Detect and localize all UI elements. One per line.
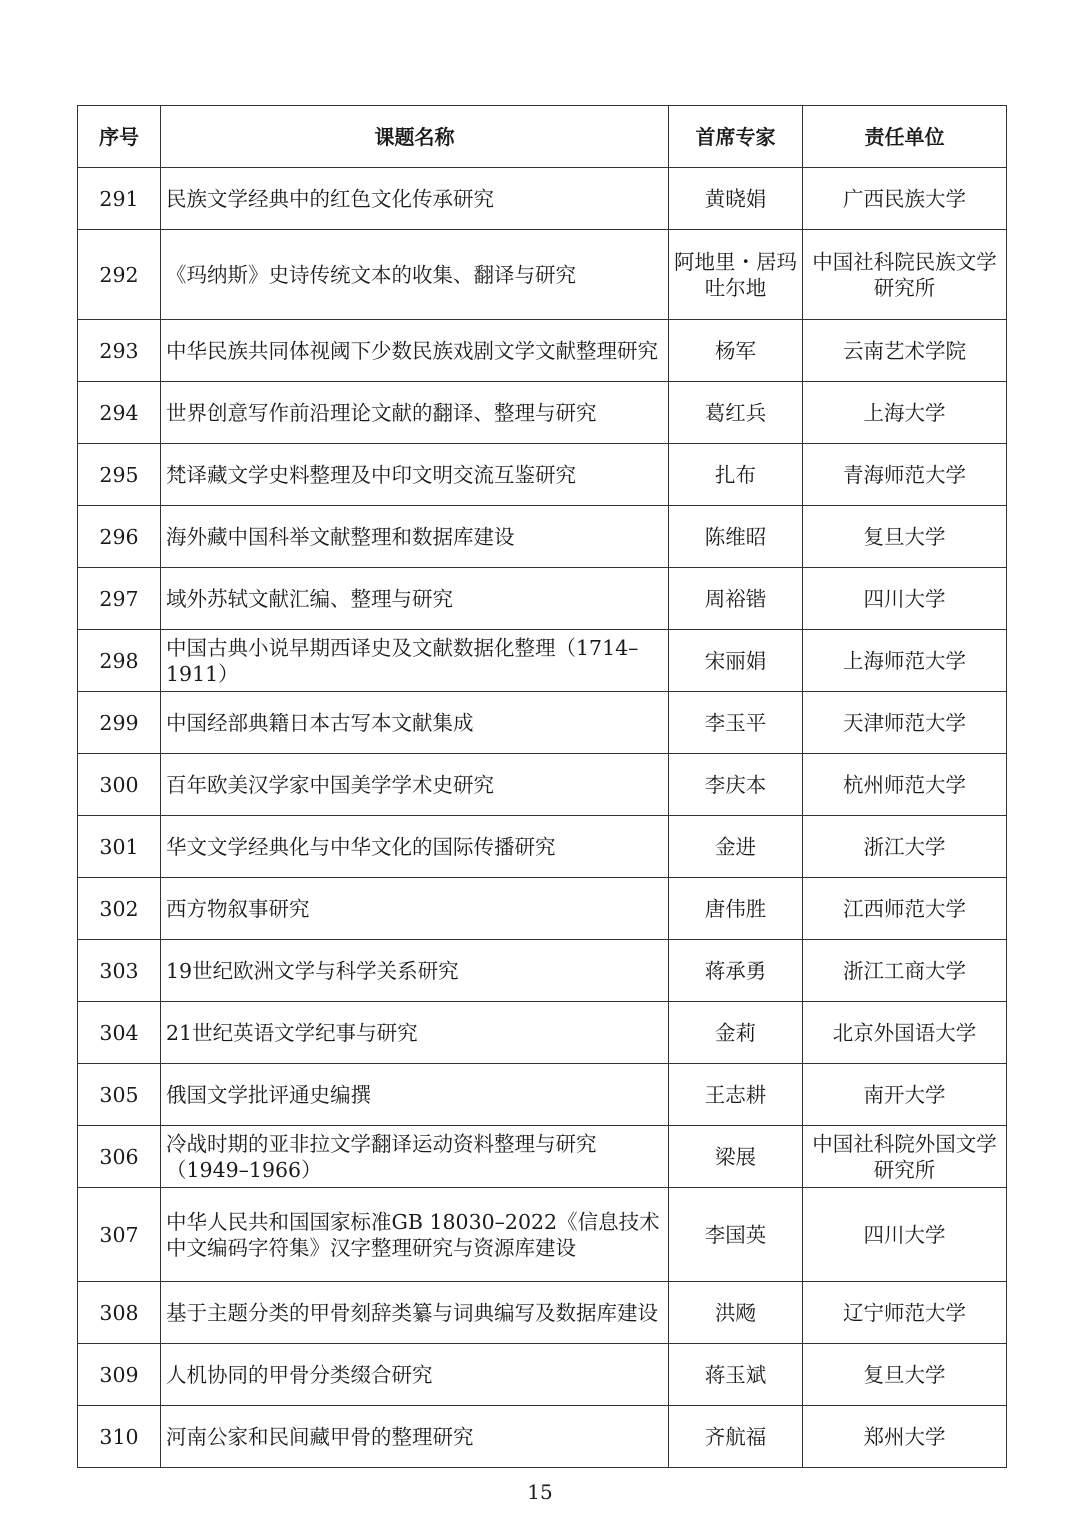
cell-no: 301 <box>78 816 161 878</box>
cell-no: 302 <box>78 878 161 940</box>
cell-unit: 上海大学 <box>803 382 1007 444</box>
cell-expert: 王志耕 <box>669 1064 803 1126</box>
cell-no: 296 <box>78 506 161 568</box>
cell-no: 308 <box>78 1282 161 1344</box>
table-row <box>78 382 1007 444</box>
cell-title: 人机协同的甲骨分类缀合研究 <box>161 1344 669 1406</box>
table-row <box>78 940 1007 1002</box>
cell-title: 19世纪欧洲文学与科学关系研究 <box>161 940 669 1002</box>
cell-title: 中国古典小说早期西译史及文献数据化整理（1714–1911） <box>161 630 669 692</box>
cell-no: 300 <box>78 754 161 816</box>
cell-unit: 四川大学 <box>803 568 1007 630</box>
cell-no: 306 <box>78 1126 161 1188</box>
cell-expert: 洪飏 <box>669 1282 803 1344</box>
cell-unit: 浙江工商大学 <box>803 940 1007 1002</box>
cell-expert: 蒋承勇 <box>669 940 803 1002</box>
cell-no: 305 <box>78 1064 161 1126</box>
cell-title: 华文文学经典化与中华文化的国际传播研究 <box>161 816 669 878</box>
cell-no: 293 <box>78 320 161 382</box>
cell-expert: 金进 <box>669 816 803 878</box>
cell-expert: 陈维昭 <box>669 506 803 568</box>
cell-no: 310 <box>78 1406 161 1468</box>
cell-unit: 青海师范大学 <box>803 444 1007 506</box>
cell-expert: 周裕锴 <box>669 568 803 630</box>
project-table <box>77 105 1007 1468</box>
cell-no: 295 <box>78 444 161 506</box>
cell-title: 海外藏中国科举文献整理和数据库建设 <box>161 506 669 568</box>
cell-title: 中华民族共同体视阈下少数民族戏剧文学文献整理研究 <box>161 320 669 382</box>
cell-expert: 唐伟胜 <box>669 878 803 940</box>
cell-expert: 宋丽娟 <box>669 630 803 692</box>
page-number: 15 <box>527 1480 553 1504</box>
cell-expert: 扎布 <box>669 444 803 506</box>
table-row <box>78 1282 1007 1344</box>
cell-unit: 中国社科院民族文学研究所 <box>803 230 1007 320</box>
table-row <box>78 1344 1007 1406</box>
cell-title: 河南公家和民间藏甲骨的整理研究 <box>161 1406 669 1468</box>
cell-title: 俄国文学批评通史编撰 <box>161 1064 669 1126</box>
header-no: 序号 <box>78 106 161 168</box>
table-row <box>78 754 1007 816</box>
cell-expert: 李玉平 <box>669 692 803 754</box>
table-row <box>78 1126 1007 1188</box>
cell-unit: 四川大学 <box>803 1188 1007 1282</box>
table-row <box>78 444 1007 506</box>
cell-unit: 广西民族大学 <box>803 168 1007 230</box>
cell-title: 21世纪英语文学纪事与研究 <box>161 1002 669 1064</box>
cell-no: 309 <box>78 1344 161 1406</box>
table-row <box>78 320 1007 382</box>
cell-no: 291 <box>78 168 161 230</box>
cell-expert: 李国英 <box>669 1188 803 1282</box>
cell-expert: 黄晓娟 <box>669 168 803 230</box>
cell-title: 西方物叙事研究 <box>161 878 669 940</box>
cell-title: 冷战时期的亚非拉文学翻译运动资料整理与研究（1949–1966） <box>161 1126 669 1188</box>
cell-expert: 梁展 <box>669 1126 803 1188</box>
cell-no: 307 <box>78 1188 161 1282</box>
cell-title: 百年欧美汉学家中国美学学术史研究 <box>161 754 669 816</box>
table-row <box>78 1064 1007 1126</box>
table-header-row <box>78 106 1007 168</box>
table-row <box>78 1188 1007 1282</box>
table-row <box>78 1002 1007 1064</box>
table-row <box>78 692 1007 754</box>
cell-expert: 李庆本 <box>669 754 803 816</box>
cell-title: 民族文学经典中的红色文化传承研究 <box>161 168 669 230</box>
cell-no: 294 <box>78 382 161 444</box>
cell-unit: 郑州大学 <box>803 1406 1007 1468</box>
cell-title: 梵译藏文学史料整理及中印文明交流互鉴研究 <box>161 444 669 506</box>
cell-no: 303 <box>78 940 161 1002</box>
cell-no: 292 <box>78 230 161 320</box>
table-row <box>78 230 1007 320</box>
cell-no: 299 <box>78 692 161 754</box>
header-unit: 责任单位 <box>803 106 1007 168</box>
cell-unit: 北京外国语大学 <box>803 1002 1007 1064</box>
cell-unit: 辽宁师范大学 <box>803 1282 1007 1344</box>
cell-unit: 云南艺术学院 <box>803 320 1007 382</box>
header-expert: 首席专家 <box>669 106 803 168</box>
table-row <box>78 568 1007 630</box>
cell-unit: 复旦大学 <box>803 1344 1007 1406</box>
cell-unit: 天津师范大学 <box>803 692 1007 754</box>
header-title: 课题名称 <box>161 106 669 168</box>
cell-expert: 杨军 <box>669 320 803 382</box>
cell-expert: 金莉 <box>669 1002 803 1064</box>
cell-title: 《玛纳斯》史诗传统文本的收集、翻译与研究 <box>161 230 669 320</box>
table-row <box>78 816 1007 878</box>
table-row <box>78 506 1007 568</box>
cell-expert: 蒋玉斌 <box>669 1344 803 1406</box>
cell-expert: 阿地里・居玛吐尔地 <box>669 230 803 320</box>
cell-title: 世界创意写作前沿理论文献的翻译、整理与研究 <box>161 382 669 444</box>
cell-unit: 复旦大学 <box>803 506 1007 568</box>
cell-title: 基于主题分类的甲骨刻辞类纂与词典编写及数据库建设 <box>161 1282 669 1344</box>
cell-title: 域外苏轼文献汇编、整理与研究 <box>161 568 669 630</box>
cell-expert: 葛红兵 <box>669 382 803 444</box>
cell-unit: 中国社科院外国文学研究所 <box>803 1126 1007 1188</box>
cell-unit: 浙江大学 <box>803 816 1007 878</box>
table-row <box>78 878 1007 940</box>
table-row <box>78 630 1007 692</box>
cell-unit: 上海师范大学 <box>803 630 1007 692</box>
cell-no: 297 <box>78 568 161 630</box>
cell-unit: 杭州师范大学 <box>803 754 1007 816</box>
cell-unit: 江西师范大学 <box>803 878 1007 940</box>
table-row <box>78 168 1007 230</box>
cell-no: 298 <box>78 630 161 692</box>
cell-title: 中华人民共和国国家标准GB 18030–2022《信息技术 中文编码字符集》汉字整理研究与资源库建设 <box>161 1188 669 1282</box>
cell-unit: 南开大学 <box>803 1064 1007 1126</box>
table-row <box>78 1406 1007 1468</box>
cell-title: 中国经部典籍日本古写本文献集成 <box>161 692 669 754</box>
cell-no: 304 <box>78 1002 161 1064</box>
cell-expert: 齐航福 <box>669 1406 803 1468</box>
